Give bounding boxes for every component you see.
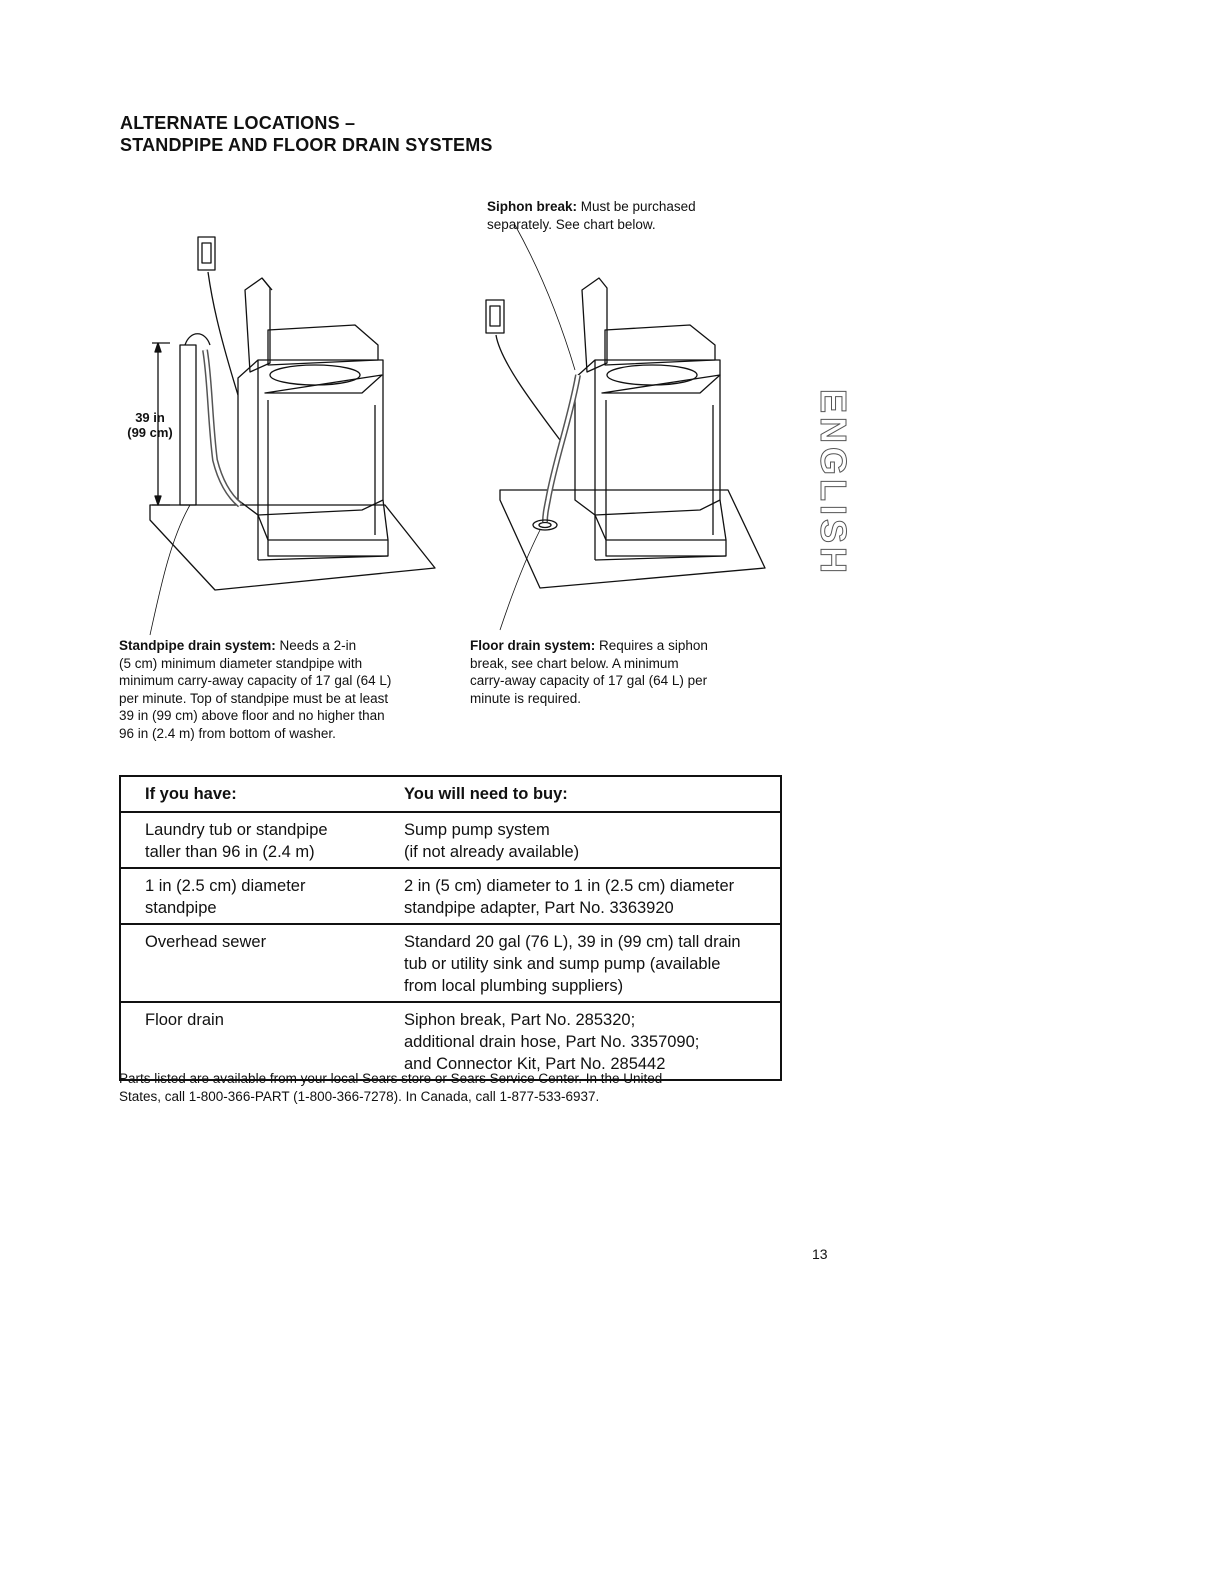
language-tab-label: ENGLISH	[813, 388, 854, 578]
cell-line: and Connector Kit, Part No. 285442	[404, 1055, 666, 1073]
column-header: You will need to buy:	[378, 776, 781, 812]
page-number: 13	[812, 1246, 828, 1262]
title-line-1: ALTERNATE LOCATIONS –	[120, 113, 356, 133]
table-row	[120, 812, 781, 868]
standpipe-caption-line: (5 cm) minimum diameter standpipe with	[119, 655, 363, 671]
cell-line: additional drain hose, Part No. 3357090;	[404, 1033, 700, 1051]
cell-line: from local plumbing suppliers)	[404, 977, 624, 995]
table-cell-buy	[378, 868, 781, 924]
standpipe-caption-line: minimum carry-away capacity of 17 gal (64 L)	[119, 673, 392, 688]
cell-line: Sump pump system	[404, 821, 550, 839]
dimension-inches: 39 in	[135, 410, 165, 425]
siphon-label-text: Must be purchased	[580, 199, 696, 214]
dimension-centimeters: (99 cm)	[127, 425, 173, 440]
standpipe-caption-line: per minute. Top of standpipe must be at least	[119, 690, 389, 706]
siphon-label-bold: Siphon break:	[487, 199, 578, 214]
cell-line: taller than 96 in (2.4 m)	[145, 843, 315, 861]
floor-caption-line: Requires a siphon	[595, 638, 708, 653]
title-line-2: STANDPIPE AND FLOOR DRAIN SYSTEMS	[120, 135, 493, 155]
cell-line: (if not already available)	[404, 843, 580, 861]
cell-line: standpipe	[145, 899, 217, 917]
cell-line: Standard 20 gal (76 L), 39 in (99 cm) tall drain	[404, 933, 741, 951]
floor-caption-line: carry-away capacity of 17 gal (64 L) per	[470, 673, 708, 688]
table-cell-buy	[378, 924, 781, 1002]
table-row	[120, 868, 781, 924]
standpipe-caption-line: 39 in (99 cm) above floor and no higher than	[119, 708, 385, 723]
siphon-break-label	[487, 198, 696, 233]
table-row	[120, 924, 781, 1002]
dimension-label	[120, 410, 180, 440]
cell-line: Floor drain	[145, 1011, 224, 1029]
footer-line: Parts listed are available from your local Sears store or Sears Service Center. In the United	[119, 1071, 663, 1086]
cell-line: standpipe adapter, Part No. 3363920	[404, 899, 674, 917]
standpipe-caption-line: Needs a 2-in	[275, 638, 357, 653]
table-cell-have	[120, 924, 378, 1002]
floor-drain-caption	[470, 637, 790, 707]
table-cell-have	[120, 1002, 378, 1080]
parts-availability-note	[119, 1070, 799, 1105]
table-row	[120, 1002, 781, 1080]
outlet-icon	[486, 300, 504, 333]
standpipe-washer-figure	[150, 237, 435, 635]
table-cell-have	[120, 812, 378, 868]
cell-line: Overhead sewer	[145, 933, 267, 951]
floor-drain-washer-figure	[486, 225, 765, 630]
table-cell-have	[120, 868, 378, 924]
cell-line: 1 in (2.5 cm) diameter	[145, 877, 306, 895]
footer-line: States, call 1-800-366-PART (1-800-366-7278). In Canada, call 1-877-533-6937.	[119, 1088, 600, 1104]
siphon-label-line2: separately. See chart below.	[487, 216, 656, 232]
cell-line: Siphon break, Part No. 285320;	[404, 1011, 636, 1029]
floor-caption-line: break, see chart below. A minimum	[470, 655, 679, 671]
cell-line: 2 in (5 cm) diameter to 1 in (2.5 cm) diameter	[404, 877, 735, 895]
column-header: If you have:	[120, 776, 378, 812]
language-side-tab	[808, 388, 858, 578]
cell-line: tub or utility sink and sump pump (available	[404, 955, 721, 973]
table-header-row	[120, 776, 781, 812]
table-cell-buy	[378, 812, 781, 868]
cell-line: Laundry tub or standpipe	[145, 821, 328, 839]
parts-table	[119, 775, 782, 1081]
standpipe-caption-bold: Standpipe drain system:	[119, 638, 276, 653]
floor-caption-line: minute is required.	[470, 690, 582, 706]
floor-caption-bold: Floor drain system:	[470, 638, 596, 653]
standpipe-caption-line: 96 in (2.4 m) from bottom of washer.	[119, 725, 336, 741]
table-cell-buy	[378, 1002, 781, 1080]
standpipe-caption	[119, 637, 459, 742]
outlet-icon	[198, 237, 215, 270]
